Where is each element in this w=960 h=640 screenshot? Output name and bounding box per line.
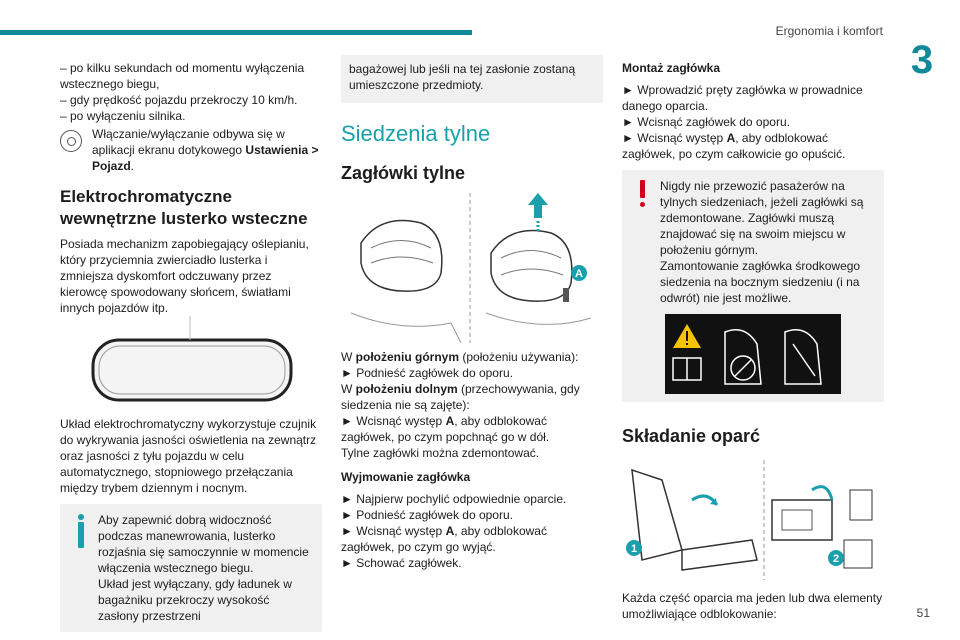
paragraph: Każda część oparcia ma jeden lub dwa elementy umożliwiające odblokowanie:: [622, 591, 883, 621]
chapter-number: 3: [910, 38, 934, 82]
paragraph: Układ elektrochromatyczny wykorzystuje czujnik do wykrywania jasności oświetlenia na zewnątrz oraz jasności z tyłu pojazdu w celu automatycznego, stopniowego przełączania między trybem dziennym i nocnym.: [60, 417, 317, 495]
warning-note: Nigdy nie przewozić pasażerów na tylnych siedzeniach, jeżeli zagłówki są zdemontowane. Zagłówki muszą znajdować się na swoim miejscu w położeniu górnym. Zamontowanie zagłówka środkowego siedzenia na bocznym siedzeniu (i na odwrót) nie jest możliwe.: [622, 170, 884, 402]
section-heading-rear-seats: Siedzenia tylne: [341, 121, 491, 146]
text-line: – po kilku sekundach od momentu wyłączenia: [60, 61, 305, 75]
warning-icon: [640, 180, 645, 198]
callout-1: 1: [630, 543, 638, 555]
column-3: [622, 60, 884, 622]
step: ► Podnieść zagłówek do oporu.: [341, 366, 513, 380]
step: ► Wcisnąć występ A, aby odblokować zagłówek, po czym popchnąć go w dół.: [341, 414, 550, 444]
column-1: [60, 60, 322, 632]
text-line: wstecznego biegu,: [60, 77, 160, 91]
paragraph: Posiada mechanizm zapobiegający oślepianiu, który przyciemnia zwierciadło lusterka i zmniejsza dyskomfort odczuwany przez kierowcę spowodowany słońcem, światłami innych pojazdów itp.: [60, 237, 309, 315]
header-accent-bar: [0, 30, 472, 35]
info-note-continued: bagażowej lub jeśli na tej zasłonie zostaną umieszczone przedmioty.: [341, 55, 603, 103]
info-icon: [78, 522, 84, 548]
paragraph: Tylne zagłówki można zdemontować.: [341, 446, 540, 460]
page-number: 51: [916, 606, 930, 620]
step: ► Wcisnąć zagłówek do oporu.: [622, 115, 790, 129]
headrest-illustration: [341, 193, 603, 343]
section-title: Ergonomia i komfort: [775, 24, 883, 38]
column-2: [341, 55, 603, 571]
step: ► Wcisnąć występ A, aby odblokować zagłówek, po czym całkowicie go opuścić.: [622, 131, 846, 161]
heading-folding-backrests: Składanie oparć: [622, 426, 761, 446]
text-line: – gdy prędkość pojazdu przekroczy 10 km/h.: [60, 93, 298, 107]
heading-electrochromic-mirror: Elektrochromatyczne wewnętrzne lusterko wsteczne: [60, 187, 308, 228]
paragraph: W położeniu dolnym (przechowywania, gdy siedzenia nie są zajęte):: [341, 382, 580, 412]
seat-belt-warning-pictogram: [665, 314, 841, 394]
gear-icon: [60, 130, 82, 152]
heading-headrest-installation: Montaż zagłówka: [622, 61, 721, 75]
step: ► Wprowadzić pręty zagłówka w prowadnice danego oparcia.: [622, 83, 863, 113]
paragraph: W położeniu górnym (położeniu używania):: [341, 350, 579, 364]
settings-note: Włączanie/wyłączanie odbywa się w aplikacji ekranu dotykowego Ustawienia > Pojazd.: [60, 126, 322, 174]
step: ► Schować zagłówek.: [341, 556, 462, 570]
mirror-illustration: [60, 316, 322, 416]
heading-headrest-removal: Wyjmowanie zagłówka: [341, 470, 471, 484]
step: ► Podnieść zagłówek do oporu.: [341, 508, 513, 522]
heading-rear-headrests: Zagłówki tylne: [341, 163, 466, 183]
callout-a: A: [575, 268, 583, 280]
callout-2: 2: [832, 553, 840, 565]
text-line: – po wyłączeniu silnika.: [60, 109, 186, 123]
info-note: Aby zapewnić dobrą widoczność podczas manewrowania, lusterko rozjaśnia się samoczynnie w momencie włączenia wstecznego biegu. Układ jest wyłączany, gdy ładunek w bagażniku przekroczy wysokość zasłony przestrzeni: [60, 504, 322, 632]
step: ► Najpierw pochylić odpowiednie oparcie.: [341, 492, 567, 506]
step: ► Wcisnąć występ A, aby odblokować zagłówek, po czym go wyjąć.: [341, 524, 547, 554]
backrest-folding-illustration: [622, 460, 884, 580]
